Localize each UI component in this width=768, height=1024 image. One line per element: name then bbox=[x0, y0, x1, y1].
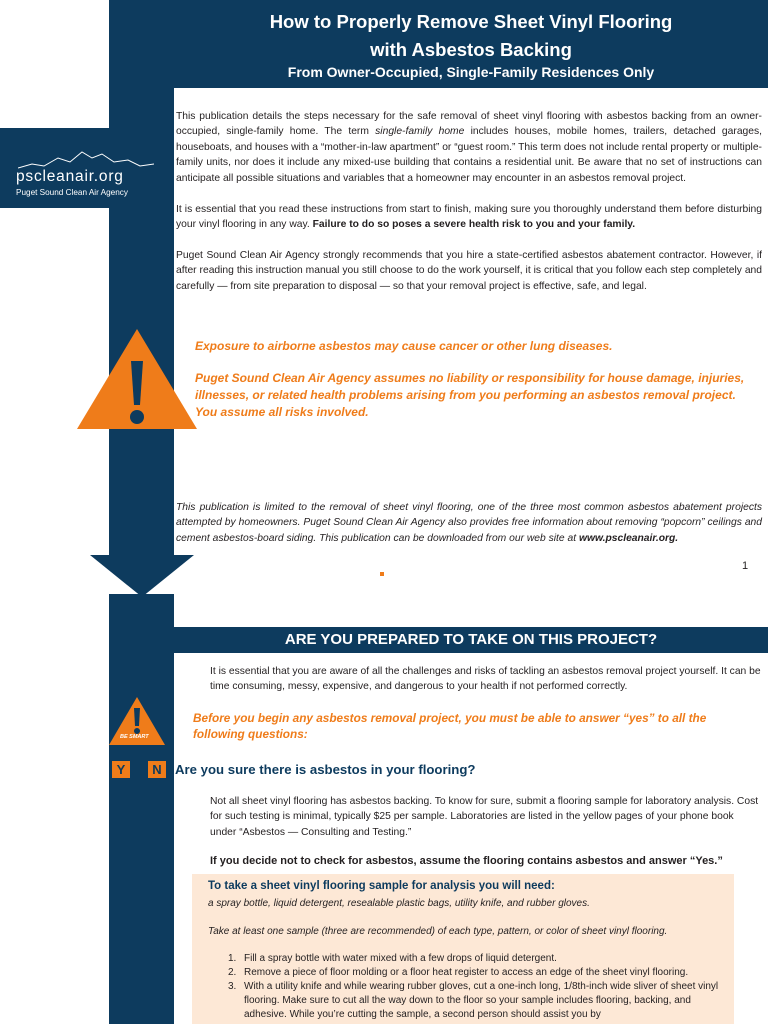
publication-scope-note: This publication is limited to the removal of sheet vinyl flooring, one of the three most common asbestos abatement projects attempted by homeowners. Puget Sound Clean Air Agency also provides free information about removing “popcorn” ceilings and cement asbestos-board siding. This publication can be downloaded from our web site at www.pscleanair.org. bbox=[176, 502, 762, 544]
question-asbestos-present: Are you sure there is asbestos in your flooring? bbox=[175, 762, 476, 777]
list-item: 2. Remove a piece of floor molding or a floor heat register to access an edge of the sheet vinyl flooring. bbox=[228, 967, 689, 978]
page-title bbox=[174, 8, 768, 64]
sample-steps-list bbox=[228, 952, 728, 1022]
question-body: Not all sheet vinyl flooring has asbestos backing. To know for sure, submit a flooring sample for laboratory analysis. Cost for such testing is minimal, typically $25 per sample. Laboratories are listed in the yellow pages of your phone book under “Asbestos — Consulting and Testing.” bbox=[210, 796, 759, 838]
warning-liability: Puget Sound Clean Air Agency assumes no liability or responsibility for house damage, injuries, illnesses, or related health problems arising from you performing an asbestos removal project. You assume all risks involved. bbox=[195, 371, 745, 419]
sample-supplies: a spray bottle, liquid detergent, resealable plastic bags, utility knife, and rubber gloves. bbox=[208, 898, 590, 909]
arrow-down-icon bbox=[90, 555, 194, 597]
title-line-1: How to Properly Remove Sheet Vinyl Flooring bbox=[269, 11, 673, 32]
intro-paragraph-2: It is essential that you read these instructions from start to finish, making sure you thoroughly understand them before disturbing your vinyl flooring in any way. Failure to do so poses a severe health risk to you and your family. bbox=[176, 204, 762, 231]
website-link[interactable]: www.pscleanair.org. bbox=[578, 532, 679, 544]
title-line-2: with Asbestos Backing bbox=[370, 39, 572, 60]
list-item: 1. Fill a spray bottle with water mixed with a few drops of liquid detergent. bbox=[228, 953, 557, 964]
yes-checkbox[interactable]: Y bbox=[112, 761, 130, 778]
list-item: 3. With a utility knife and while wearing rubber gloves, cut a one-inch long, 1/8th-inch wide sliver of sheet vinyl flooring. Make sure to cut all the way down to the floor so your sample includes flooring, backing, and adhesive. While you’re cutting the sample, a second person should assist you by bbox=[228, 981, 719, 1020]
intro-paragraph-1: This publication details the steps necessary for the safe removal of sheet vinyl flooring with asbestos backing from an owner-occupied, single-family home. The term single-family home includes houses, mobile homes, trailers, detached garages, houseboats, and houses with a “mother-in-law apartment” or “guest room.” This term does not include rental property or multiple-family units, nor does it include any mixed-use building that contains a residential unit. Be aware that no set of instructions can anticipate all possible situations and variables that a homeowner may encounter in an asbestos removal project. bbox=[176, 111, 763, 184]
term-single-family-home: single-family home bbox=[375, 126, 465, 138]
decorative-dot bbox=[380, 572, 384, 576]
section-intro: It is essential that you are aware of all the challenges and risks of tackling an asbestos removal project yourself. It can be time consuming, messy, expensive, and dangerous to your health if not performed correctly. bbox=[210, 666, 761, 693]
intro-paragraph-3: Puget Sound Clean Air Agency strongly recommends that you hire a state-certified asbestos abatement contractor. However, if after reading this instruction manual you still choose to do the work yourself, it is critical that you follow each step completely and carefully — from site preparation to disposal — so that your removal project is effective, safe, and legal. bbox=[176, 250, 762, 292]
prerequisite-note: Before you begin any asbestos removal project, you must be able to answer “yes” to all the following questions: bbox=[193, 711, 707, 741]
assume-asbestos-note: If you decide not to check for asbestos, assume the flooring contains asbestos and answer “Yes.” bbox=[210, 855, 723, 867]
warning-cancer: Exposure to airborne asbestos may cause cancer or other lung diseases. bbox=[195, 339, 613, 353]
be-smart-label: BE SMART bbox=[120, 734, 149, 740]
sample-note: Take at least one sample (three are recommended) of each type, pattern, or color of sheet vinyl flooring. bbox=[208, 926, 668, 937]
section-title: ARE YOU PREPARED TO TAKE ON THIS PROJECT? bbox=[284, 631, 658, 648]
no-checkbox[interactable]: N bbox=[148, 761, 166, 778]
page-subtitle: From Owner-Occupied, Single-Family Residences Only bbox=[287, 64, 655, 80]
left-navy-bar-2 bbox=[109, 594, 174, 1024]
page-number: 1 bbox=[742, 560, 749, 572]
sample-heading: To take a sheet vinyl flooring sample for analysis you will need: bbox=[208, 880, 555, 892]
warning-icon bbox=[75, 327, 200, 432]
health-risk-warning: Failure to do so poses a severe health risk to you and your family. bbox=[312, 219, 636, 231]
logo-name: pscleanair.org bbox=[16, 168, 124, 185]
left-navy-bar bbox=[109, 0, 174, 560]
logo-agency: Puget Sound Clean Air Agency bbox=[16, 188, 128, 197]
